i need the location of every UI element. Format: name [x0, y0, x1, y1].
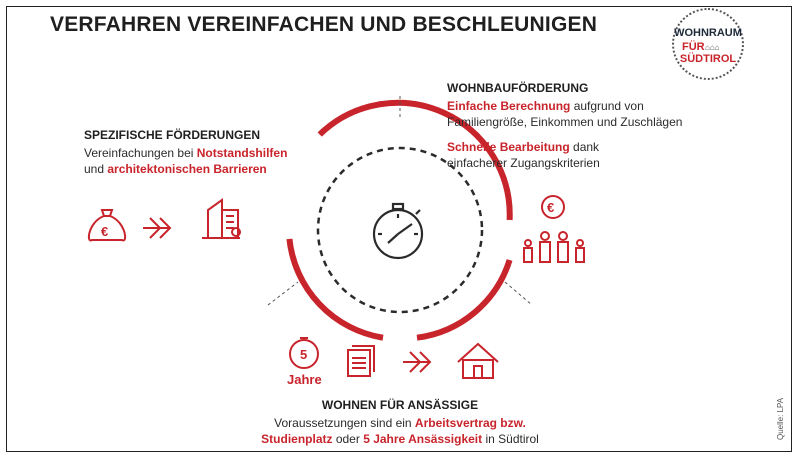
family-icon: [524, 232, 584, 262]
svg-text:€: €: [101, 224, 109, 239]
right-text-2: dank: [569, 140, 600, 154]
right-heading: WOHNBAUFÖRDERUNG: [447, 81, 589, 95]
jahre-label: Jahre: [287, 372, 322, 387]
house-icon: [458, 344, 498, 378]
page-title: VERFAHREN VEREINFACHEN UND BESCHLEUNIGEN: [50, 13, 598, 36]
right-text-1: aufgrund von: [570, 99, 644, 113]
logo-line-1: WOHNRAUM: [674, 27, 742, 39]
left-text-1: Vereinfachungen bei: [84, 146, 197, 160]
bottom-highlight-3: 5 Jahre Ansässigkeit: [363, 432, 483, 446]
connector-bottom-left: [268, 282, 298, 305]
connector-bottom-right: [505, 282, 532, 305]
right-highlight-1: Einfache Berechnung: [447, 99, 571, 113]
bottom-text-3: in Südtirol: [482, 432, 539, 446]
double-arrow-bottom-icon: [403, 352, 430, 372]
bottom-highlight-2: Studienplatz: [261, 432, 333, 446]
left-heading: SPEZIFISCHE FÖRDERUNGEN: [84, 128, 261, 142]
money-bag-icon: [89, 210, 125, 240]
right-highlight-2: Schnelle Bearbeitung: [447, 140, 570, 154]
logo-line-3: SÜDTIROL: [679, 53, 737, 65]
double-arrow-icon: [143, 218, 170, 238]
logo-houses-icon: ⌂⌂⌂: [705, 43, 720, 52]
logo-line-2: FÜR: [682, 41, 705, 53]
building-icon: [202, 200, 240, 238]
stopwatch-icon: [374, 204, 422, 258]
left-highlight-2: architektonischen Barrieren: [107, 162, 267, 176]
left-text-2: und: [84, 162, 108, 176]
right-text-1b: Familiengröße, Einkommen und Zuschlägen: [447, 115, 683, 129]
left-highlight-1: Notstandshilfen: [196, 146, 288, 160]
right-text-block: [447, 80, 707, 171]
five-badge: 5: [300, 347, 308, 362]
svg-text:€: €: [547, 200, 555, 215]
bottom-text-1: Voraussetzungen sind ein: [274, 416, 415, 430]
right-text-2b: einfacherer Zugangskriterien: [447, 156, 600, 170]
bottom-text-block: [200, 397, 600, 447]
timer-icon: [290, 338, 318, 368]
bottom-highlight-1: Arbeitsvertrag bzw.: [414, 416, 526, 430]
source-credit: Quelle: LPA: [776, 397, 785, 440]
bottom-heading: WOHNEN FÜR ANSÄSSIGE: [321, 398, 479, 412]
left-text-block: [84, 127, 314, 177]
bottom-text-2: oder: [332, 432, 364, 446]
euro-coin-icon: [542, 196, 564, 218]
document-icon: [348, 346, 374, 376]
inner-dashed-ring: [318, 148, 482, 312]
